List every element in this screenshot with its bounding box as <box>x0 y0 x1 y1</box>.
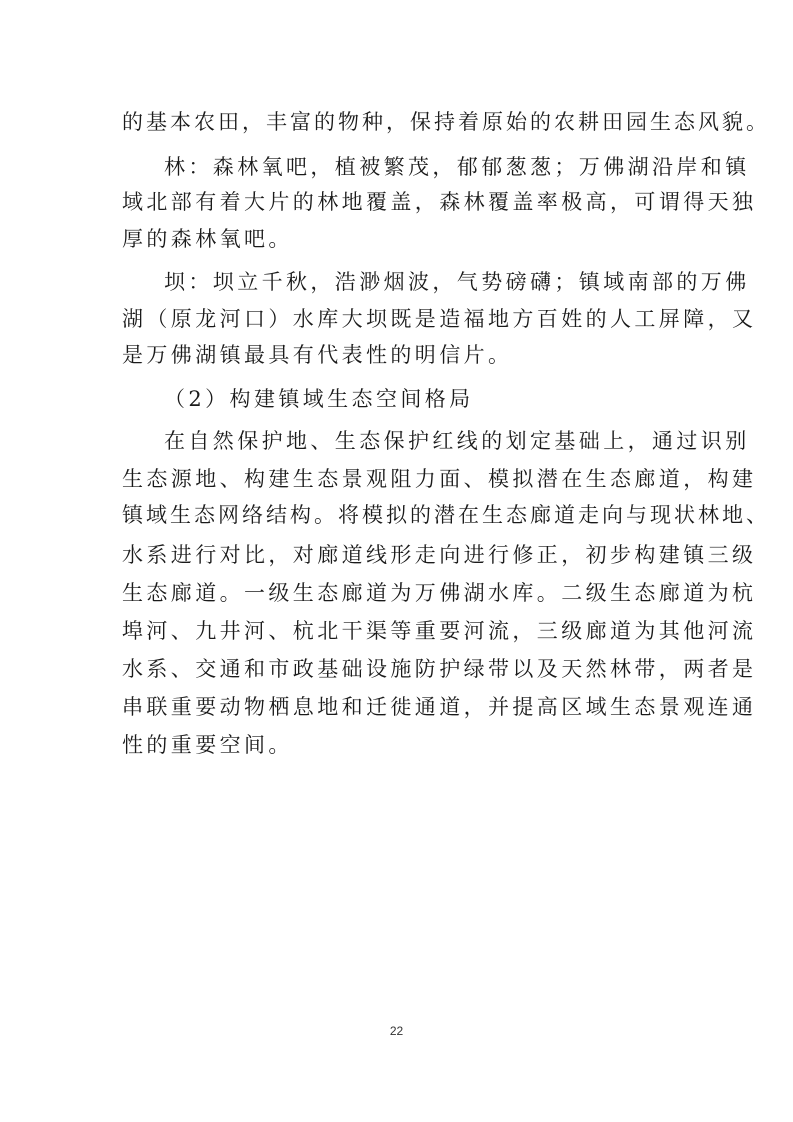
paragraph-ecology-line-3: 镇域生态网络结构。将模拟的潜在生态廊道走向与现状林地、 <box>122 503 770 527</box>
section-heading: （2）构建镇域生态空间格局 <box>164 387 474 411</box>
paragraph-ecology-line-5: 生态廊道。一级生态廊道为万佛湖水库。二级生态廊道为杭 <box>122 581 757 605</box>
paragraph-forest-line-1: 林：森林氧吧，植被繁茂，郁郁葱葱；万佛湖沿岸和镇 <box>164 155 750 179</box>
paragraph-forest-line-2: 域北部有着大片的林地覆盖，森林覆盖率极高，可谓得天独 <box>122 190 757 214</box>
paragraph-dam-line-2: 湖（原龙河口）水库大坝既是造福地方百姓的人工屏障，又 <box>122 307 757 331</box>
paragraph-ecology-line-7: 水系、交通和市政基础设施防护绿带以及天然林带，两者是 <box>122 657 757 681</box>
page-number: 22 <box>389 1024 404 1038</box>
paragraph-forest-line-3: 厚的森林氧吧。 <box>122 227 293 251</box>
text-line-1: 的基本农田，丰富的物种，保持着原始的农耕田园生态风貌。 <box>122 110 770 134</box>
paragraph-ecology-line-4: 水系进行对比，对廊道线形走向进行修正，初步构建镇三级 <box>122 543 757 567</box>
paragraph-dam-line-3: 是万佛湖镇最具有代表性的明信片。 <box>122 343 513 367</box>
paragraph-ecology-line-6: 埠河、九井河、杭北干渠等重要河流，三级廊道为其他河流 <box>122 619 757 643</box>
paragraph-ecology-line-1: 在自然保护地、生态保护红线的划定基础上，通过识别 <box>164 429 750 453</box>
paragraph-dam-line-1: 坝：坝立千秋，浩渺烟波，气势磅礴；镇域南部的万佛 <box>164 270 750 294</box>
paragraph-ecology-line-8: 串联重要动物栖息地和迁徙通道，并提高区域生态景观连通 <box>122 695 757 719</box>
paragraph-ecology-line-9: 性的重要空间。 <box>122 733 293 757</box>
paragraph-ecology-line-2: 生态源地、构建生态景观阻力面、模拟潜在生态廊道，构建 <box>122 467 757 491</box>
